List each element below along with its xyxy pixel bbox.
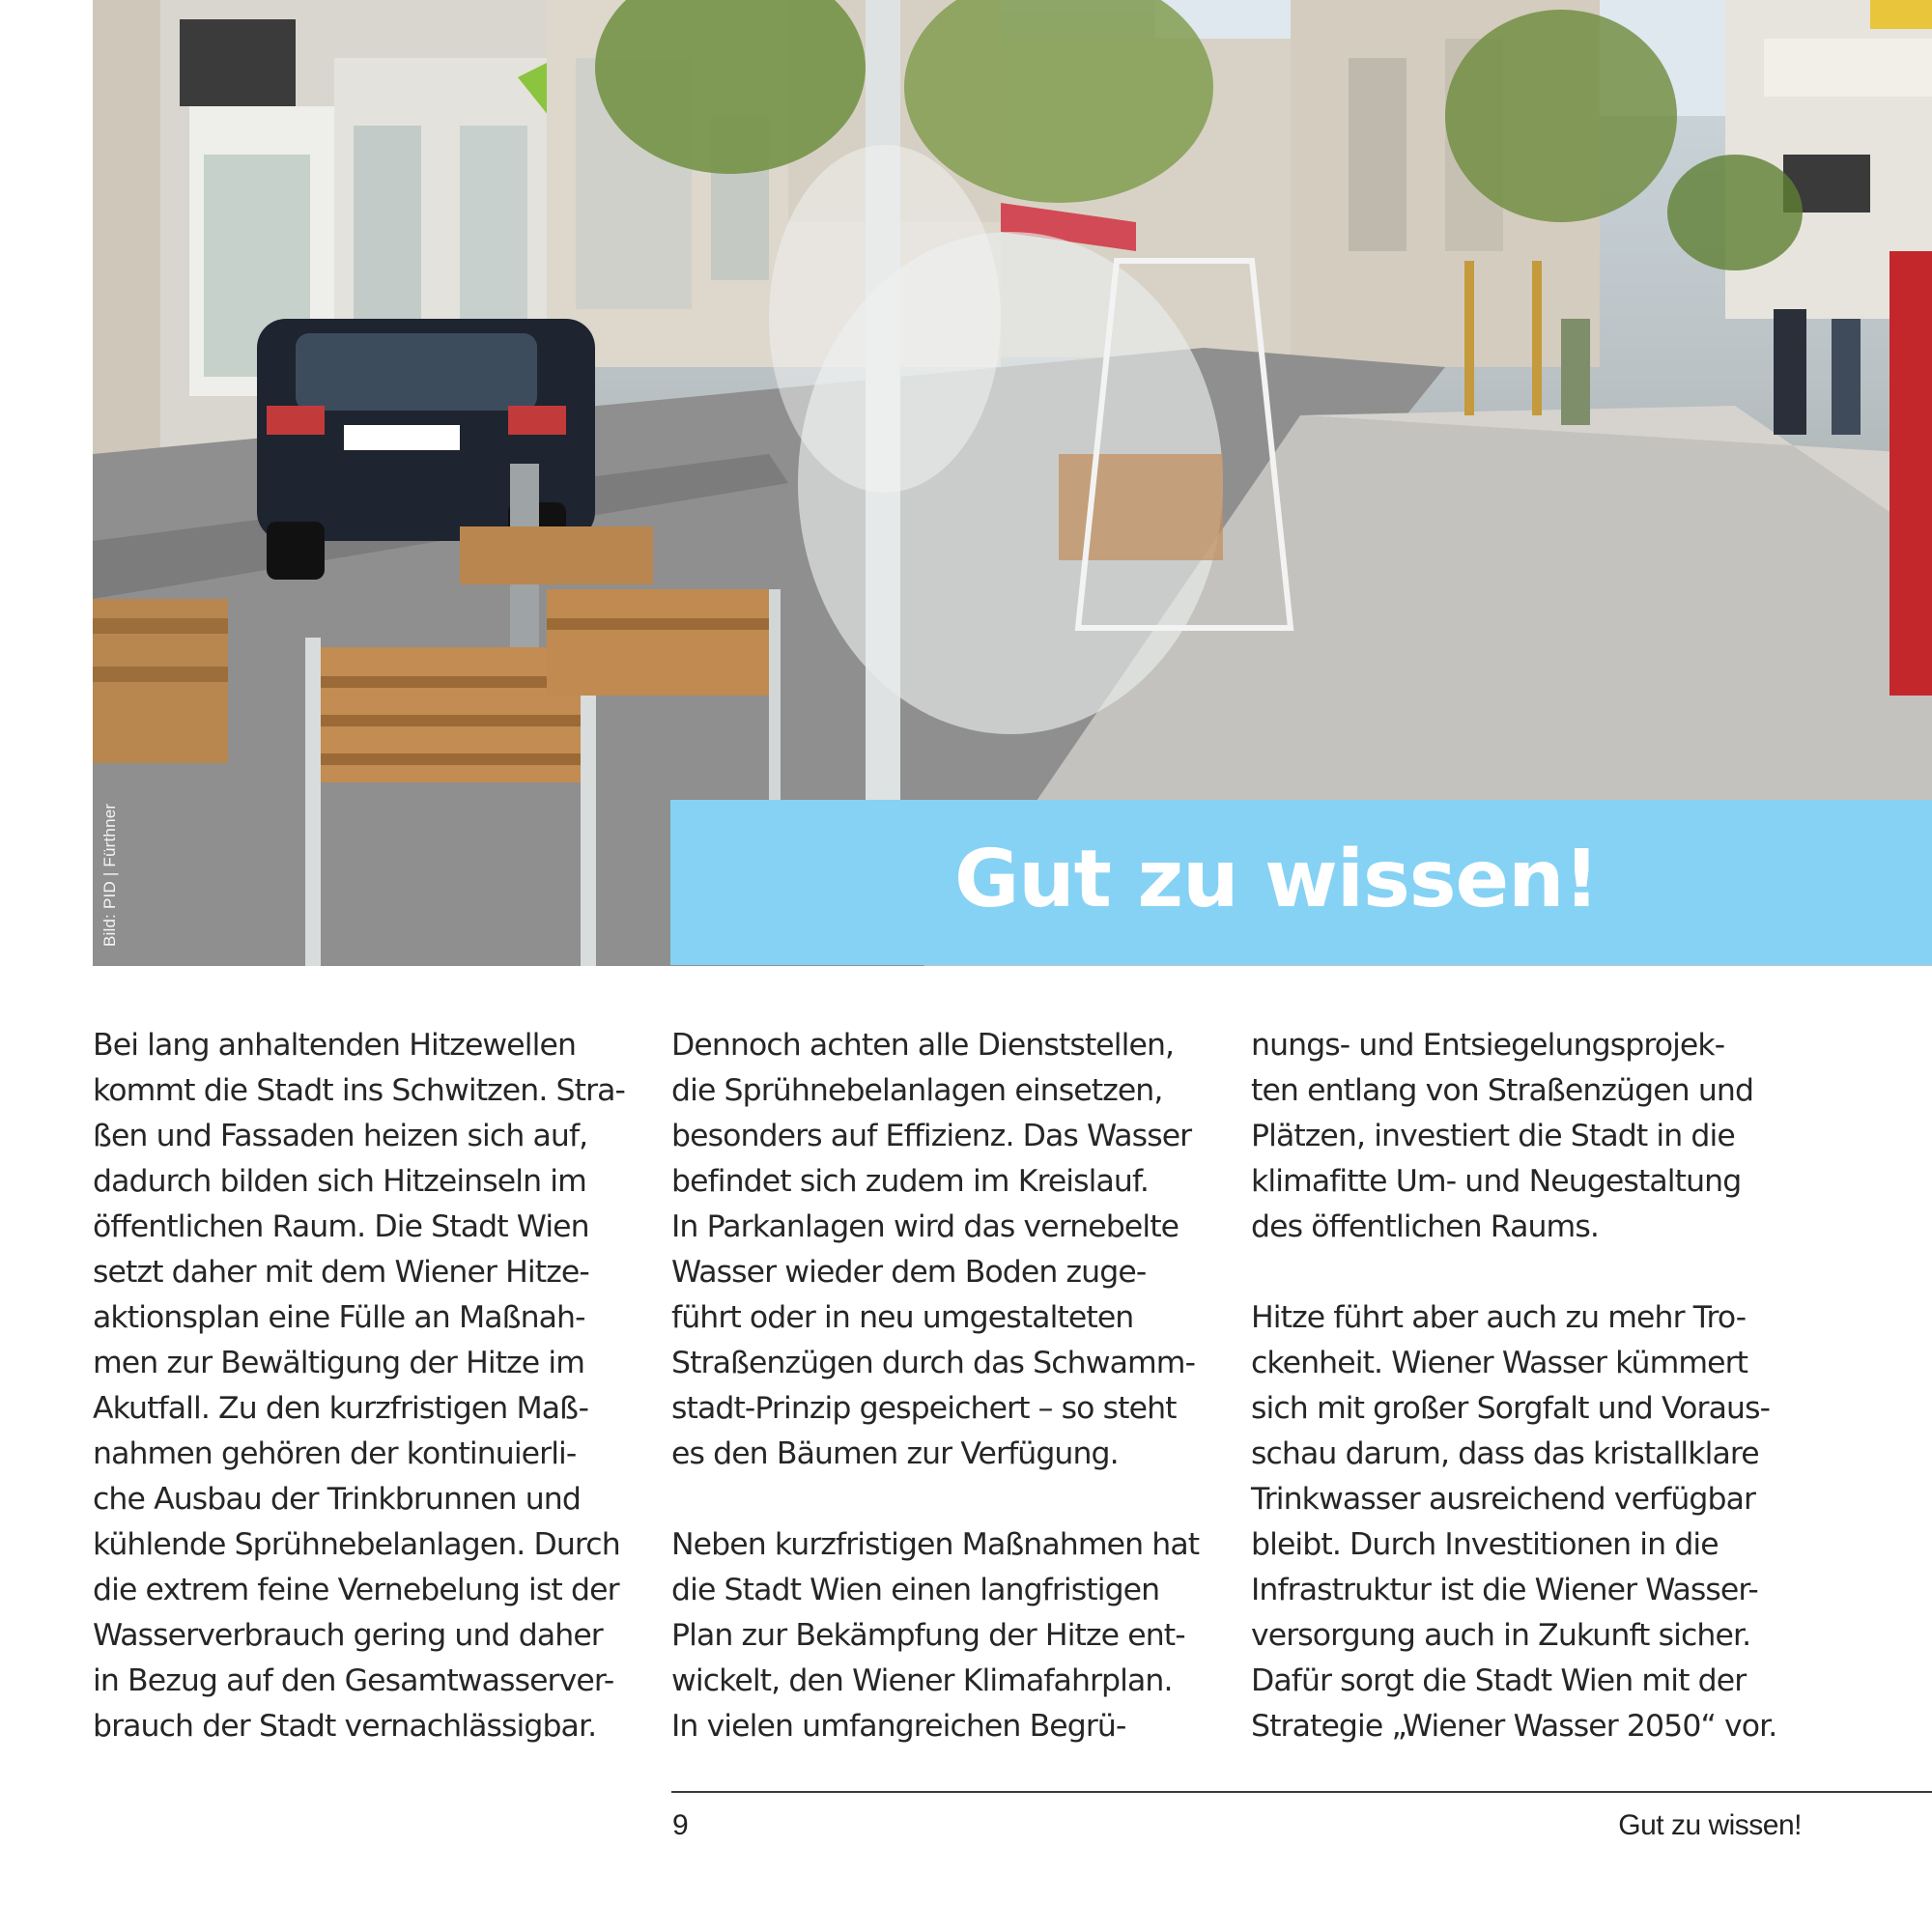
- text-line: die Sprühnebelanlagen einsetzen,: [671, 1073, 1163, 1108]
- text-line: die extrem feine Vernebelung ist der: [93, 1573, 619, 1607]
- text-line: die Stadt Wien einen langfristigen: [671, 1573, 1160, 1607]
- text-line: sich mit großer Sorgfalt und Voraus-: [1251, 1391, 1771, 1426]
- text-line: es den Bäumen zur Verfügung.: [671, 1436, 1119, 1471]
- paragraph-gap: [1251, 1250, 1831, 1295]
- text-line: nungs- und Entsiegelungsprojek-: [1251, 1028, 1725, 1063]
- text-line: In Parkanlagen wird das vernebelte: [671, 1209, 1179, 1244]
- text-line: Plan zur Bekämpfung der Hitze ent-: [671, 1618, 1185, 1653]
- text-line: kühlende Sprühnebelanlagen. Durch: [93, 1527, 620, 1562]
- text-line: Straßenzügen durch das Schwamm-: [671, 1346, 1196, 1380]
- text-line: ckenheit. Wiener Wasser kümmert: [1251, 1346, 1748, 1380]
- text-line: aktionsplan eine Fülle an Maßnah-: [93, 1300, 585, 1335]
- text-line: Wasserverbrauch gering und daher: [93, 1618, 603, 1653]
- text-line: Neben kurzfristigen Maßnahmen hat: [671, 1527, 1200, 1562]
- text-line: befindet sich zudem im Kreislauf.: [671, 1164, 1149, 1199]
- text-line: Bei lang anhaltenden Hitzewellen: [93, 1028, 577, 1063]
- text-line: Dennoch achten alle Dienststellen,: [671, 1028, 1175, 1063]
- text-line: Strategie „Wiener Wasser 2050“ vor.: [1251, 1709, 1777, 1744]
- text-line: in Bezug auf den Gesamtwasserver-: [93, 1663, 614, 1698]
- text-line: ßen und Fassaden heizen sich auf,: [93, 1119, 588, 1153]
- text-line: Infrastruktur ist die Wiener Wasser-: [1251, 1573, 1758, 1607]
- text-line: kommt die Stadt ins Schwitzen. Stra-: [93, 1073, 626, 1108]
- page-title: Gut zu wissen!: [954, 834, 1599, 925]
- text-line: Dafür sorgt die Stadt Wien mit der: [1251, 1663, 1747, 1698]
- text-line: Wasser wieder dem Boden zuge-: [671, 1255, 1147, 1290]
- text-line: ten entlang von Straßenzügen und: [1251, 1073, 1754, 1108]
- text-line: schau darum, dass das kristallklare: [1251, 1436, 1759, 1471]
- text-line: brauch der Stadt vernachlässigbar.: [93, 1709, 597, 1744]
- text-line: men zur Bewältigung der Hitze im: [93, 1346, 585, 1380]
- text-line: nahmen gehören der kontinuierli-: [93, 1436, 577, 1471]
- page-number: 9: [672, 1809, 689, 1841]
- text-line: Trinkwasser ausreichend verfügbar: [1251, 1482, 1756, 1517]
- footer-divider: [671, 1791, 1932, 1793]
- text-column-1: [93, 1023, 672, 1749]
- text-line: klimafitte Um- und Neugestaltung: [1251, 1164, 1742, 1199]
- text-column-3: [1251, 1023, 1831, 1749]
- text-line: bleibt. Durch Investitionen in die: [1251, 1527, 1719, 1562]
- paragraph-gap: [671, 1477, 1251, 1522]
- text-line: Hitze führt aber auch zu mehr Tro-: [1251, 1300, 1747, 1335]
- text-line: besonders auf Effizienz. Das Wasser: [671, 1119, 1192, 1153]
- text-line: Akutfall. Zu den kurzfristigen Maß-: [93, 1391, 589, 1426]
- text-line: che Ausbau der Trinkbrunnen und: [93, 1482, 581, 1517]
- text-line: führt oder in neu umgestalteten: [671, 1300, 1134, 1335]
- text-line: versorgung auch in Zukunft sicher.: [1251, 1618, 1751, 1653]
- text-column-2: [671, 1023, 1251, 1749]
- text-line: stadt-Prinzip gespeichert – so steht: [671, 1391, 1177, 1426]
- text-line: öffentlichen Raum. Die Stadt Wien: [93, 1209, 589, 1244]
- text-line: dadurch bilden sich Hitzeinseln im: [93, 1164, 586, 1199]
- text-line: des öffentlichen Raums.: [1251, 1209, 1599, 1244]
- text-line: setzt daher mit dem Wiener Hitze-: [93, 1255, 589, 1290]
- photo-credit: Bild: PID | Fürthner: [100, 803, 119, 947]
- text-line: In vielen umfangreichen Begrü-: [671, 1709, 1126, 1744]
- text-line: wickelt, den Wiener Klimafahrplan.: [671, 1663, 1173, 1698]
- text-line: Plätzen, investiert die Stadt in die: [1251, 1119, 1735, 1153]
- footer-section-title: Gut zu wissen!: [1618, 1809, 1802, 1841]
